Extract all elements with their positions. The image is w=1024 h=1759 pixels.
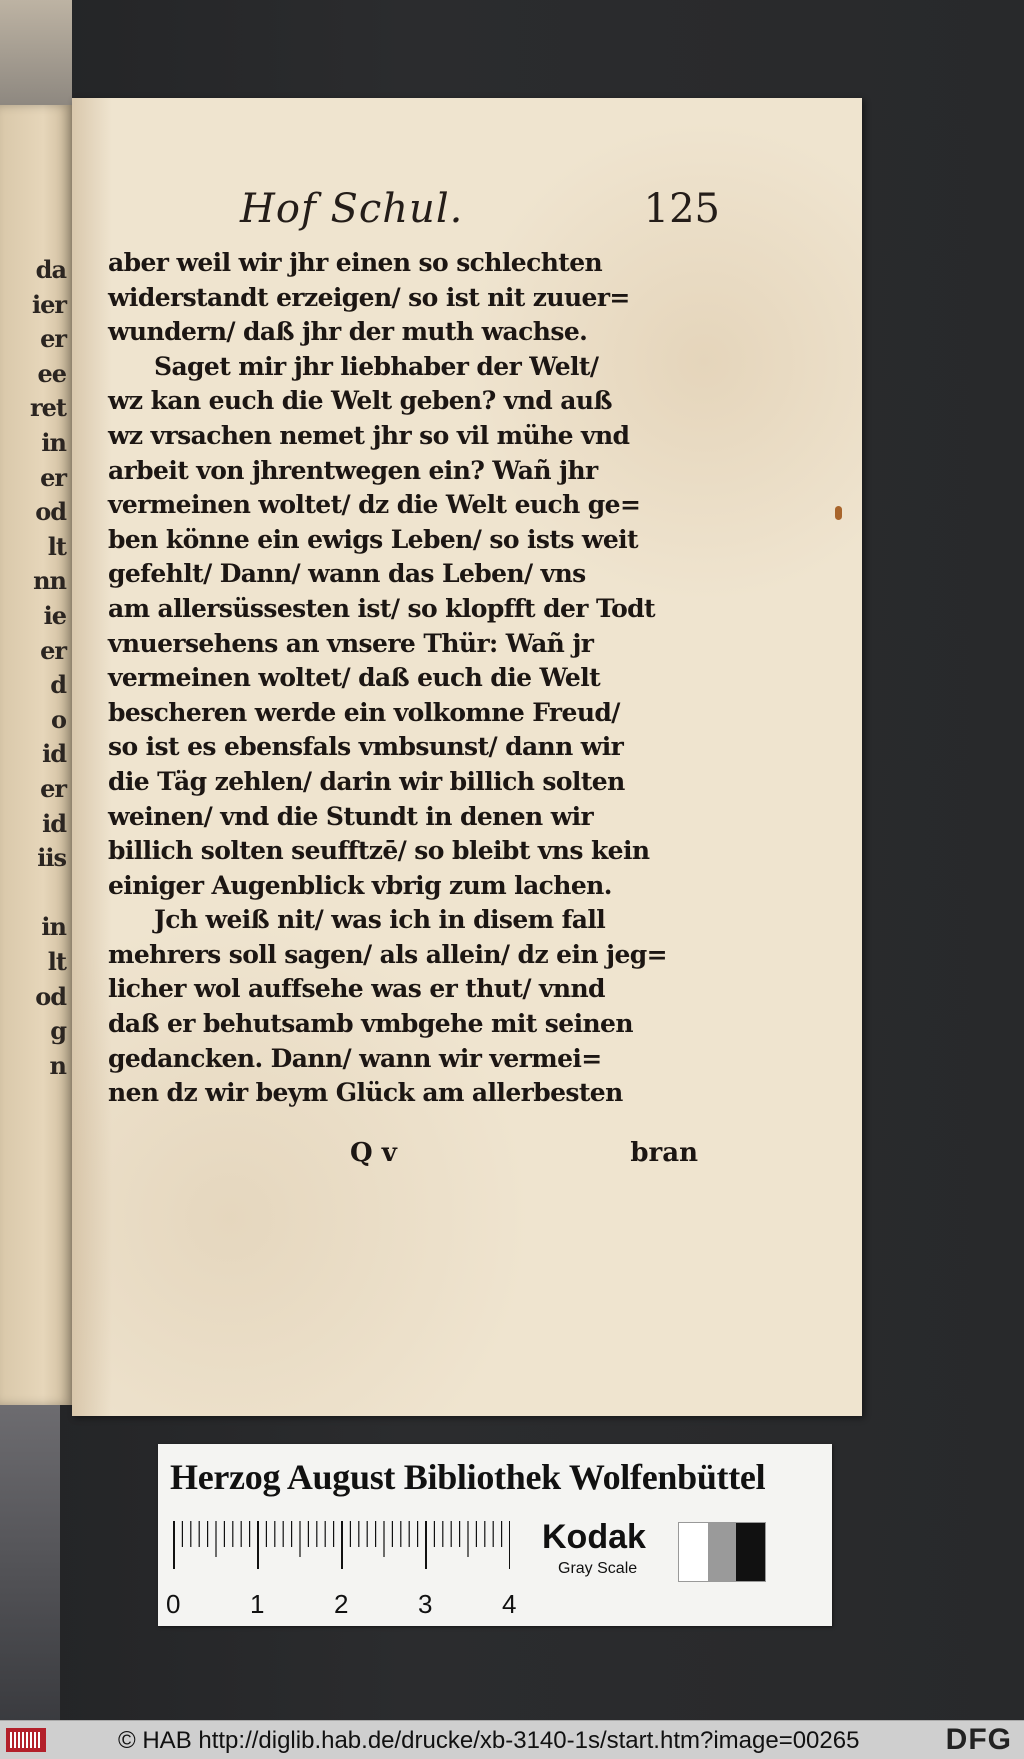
text-line: aber weil wir jhr einen so schlechten	[108, 248, 603, 277]
text-line: vnuersehens an vnsere Thür: Wañ jr	[108, 628, 594, 658]
gray-scale-patches	[678, 1522, 766, 1582]
text-line: Jch weiß nit/ was ich in disem fall	[154, 905, 606, 935]
catchword: bran	[630, 1138, 698, 1168]
book-page	[72, 98, 862, 1416]
left-page-fragment: od	[35, 981, 66, 1011]
ruler-label: 1	[250, 1589, 265, 1619]
text-line: wz kan euch die Welt geben? vnd auß	[108, 386, 612, 416]
gutter-strip	[0, 0, 72, 105]
left-page-fragment: d	[50, 670, 66, 700]
left-page-fragment: iis	[37, 843, 66, 873]
text-line: ben könne ein ewigs Leben/ so ists weit	[108, 524, 638, 554]
ruler-label: 3	[418, 1589, 433, 1619]
color-scale-card	[158, 1444, 832, 1626]
left-page-edge	[0, 105, 72, 1405]
left-lower-shadow	[0, 1405, 60, 1720]
left-page-fragment: er	[40, 635, 66, 665]
text-line: licher wol auffsehe was er thut/ vnnd	[108, 974, 605, 1004]
text-block	[108, 246, 668, 1111]
left-page-fragment: er	[40, 324, 66, 354]
signature-mark: Q v	[350, 1138, 397, 1168]
left-page-fragment: lt	[47, 531, 66, 561]
gray-patch	[736, 1523, 765, 1581]
left-page-fragment: in	[41, 912, 66, 942]
ruler-label: 2	[334, 1589, 349, 1619]
text-line: gedancken. Dann/ wann wir vermei=	[108, 1043, 602, 1073]
text-line: billich solten seufftzē/ so bleibt vns kein	[108, 836, 650, 866]
footer-url-text: © HAB http://diglib.hab.de/drucke/xb-3140-1s/start.htm?image=00265	[118, 1727, 860, 1754]
left-page-fragment: er	[40, 774, 66, 803]
text-line: bescheren werde ein volkomne Freud/	[108, 697, 620, 727]
left-page-fragment: ier	[31, 289, 66, 319]
left-page-fragment: o	[50, 704, 66, 734]
kodak-subtitle: Gray Scale	[558, 1560, 638, 1577]
text-line: gefehlt/ Dann/ wann das Leben/ vns	[108, 559, 586, 589]
left-page-fragment: da	[35, 255, 66, 284]
text-line: nen dz wir beym Glück am allerbesten	[108, 1078, 623, 1108]
text-line: vermeinen woltet/ daß euch die Welt	[108, 663, 601, 693]
left-page-fragment: id	[42, 808, 66, 838]
ruler-label: 4	[502, 1589, 517, 1619]
dfg-logo: DFG	[945, 1723, 1012, 1756]
ruler	[166, 1519, 517, 1619]
left-page-fragment: lt	[47, 947, 66, 976]
footer-bar	[0, 1720, 1024, 1759]
text-line: so ist es ebensfals vmbsunst/ dann wir	[108, 732, 624, 762]
running-title: Hof Schul.	[240, 186, 464, 232]
text-line: am allersüssesten ist/ so klopfft der Todt	[108, 593, 655, 623]
left-page-fragment: in	[41, 428, 66, 457]
left-page-fragment: nn	[33, 566, 66, 596]
left-page-fragment: od	[35, 497, 66, 527]
page-number: 125	[643, 186, 720, 232]
left-page-fragment: ret	[30, 393, 66, 423]
text-line: wz vrsachen nemet jhr so vil mühe vnd	[108, 420, 630, 450]
text-line: arbeit von jhrentwegen ein? Wañ jhr	[108, 455, 598, 485]
kodak-brand: Kodak	[542, 1518, 646, 1556]
library-name: Herzog August Bibliothek Wolfenbüttel	[170, 1457, 766, 1497]
left-page-fragment: ee	[37, 358, 66, 388]
left-page-fragment: n	[49, 1050, 66, 1080]
text-line: einiger Augenblick vbrig zum lachen.	[108, 870, 612, 900]
catchline	[108, 1138, 698, 1178]
gray-patch	[708, 1523, 737, 1581]
ruler-label: 0	[166, 1589, 181, 1619]
left-page-fragment: ie	[43, 601, 66, 630]
text-line: wundern/ daß jhr der muth wachse.	[108, 317, 588, 347]
text-line: widerstandt erzeigen/ so ist nit zuuer=	[108, 282, 630, 312]
left-page-fragment: g	[50, 1016, 66, 1046]
hab-logo-icon	[6, 1728, 46, 1752]
left-page-fragment: er	[40, 462, 66, 492]
text-line: weinen/ vnd die Stundt in denen wir	[108, 801, 594, 831]
ruler-ticks	[170, 1519, 510, 1579]
text-line: vermeinen woltet/ dz die Welt euch ge=	[108, 490, 641, 520]
text-line: die Täg zehlen/ darin wir billich solten	[108, 766, 625, 796]
page-header	[240, 186, 720, 238]
text-line: daß er behutsamb vmbgehe mit seinen	[108, 1009, 633, 1039]
paper-stain	[835, 506, 842, 520]
gray-patch	[679, 1523, 708, 1581]
left-page-fragment: id	[42, 739, 66, 769]
text-line: Saget mir jhr liebhaber der Welt/	[154, 351, 599, 381]
text-line: mehrers soll sagen/ als allein/ dz ein jeg=	[108, 939, 668, 969]
